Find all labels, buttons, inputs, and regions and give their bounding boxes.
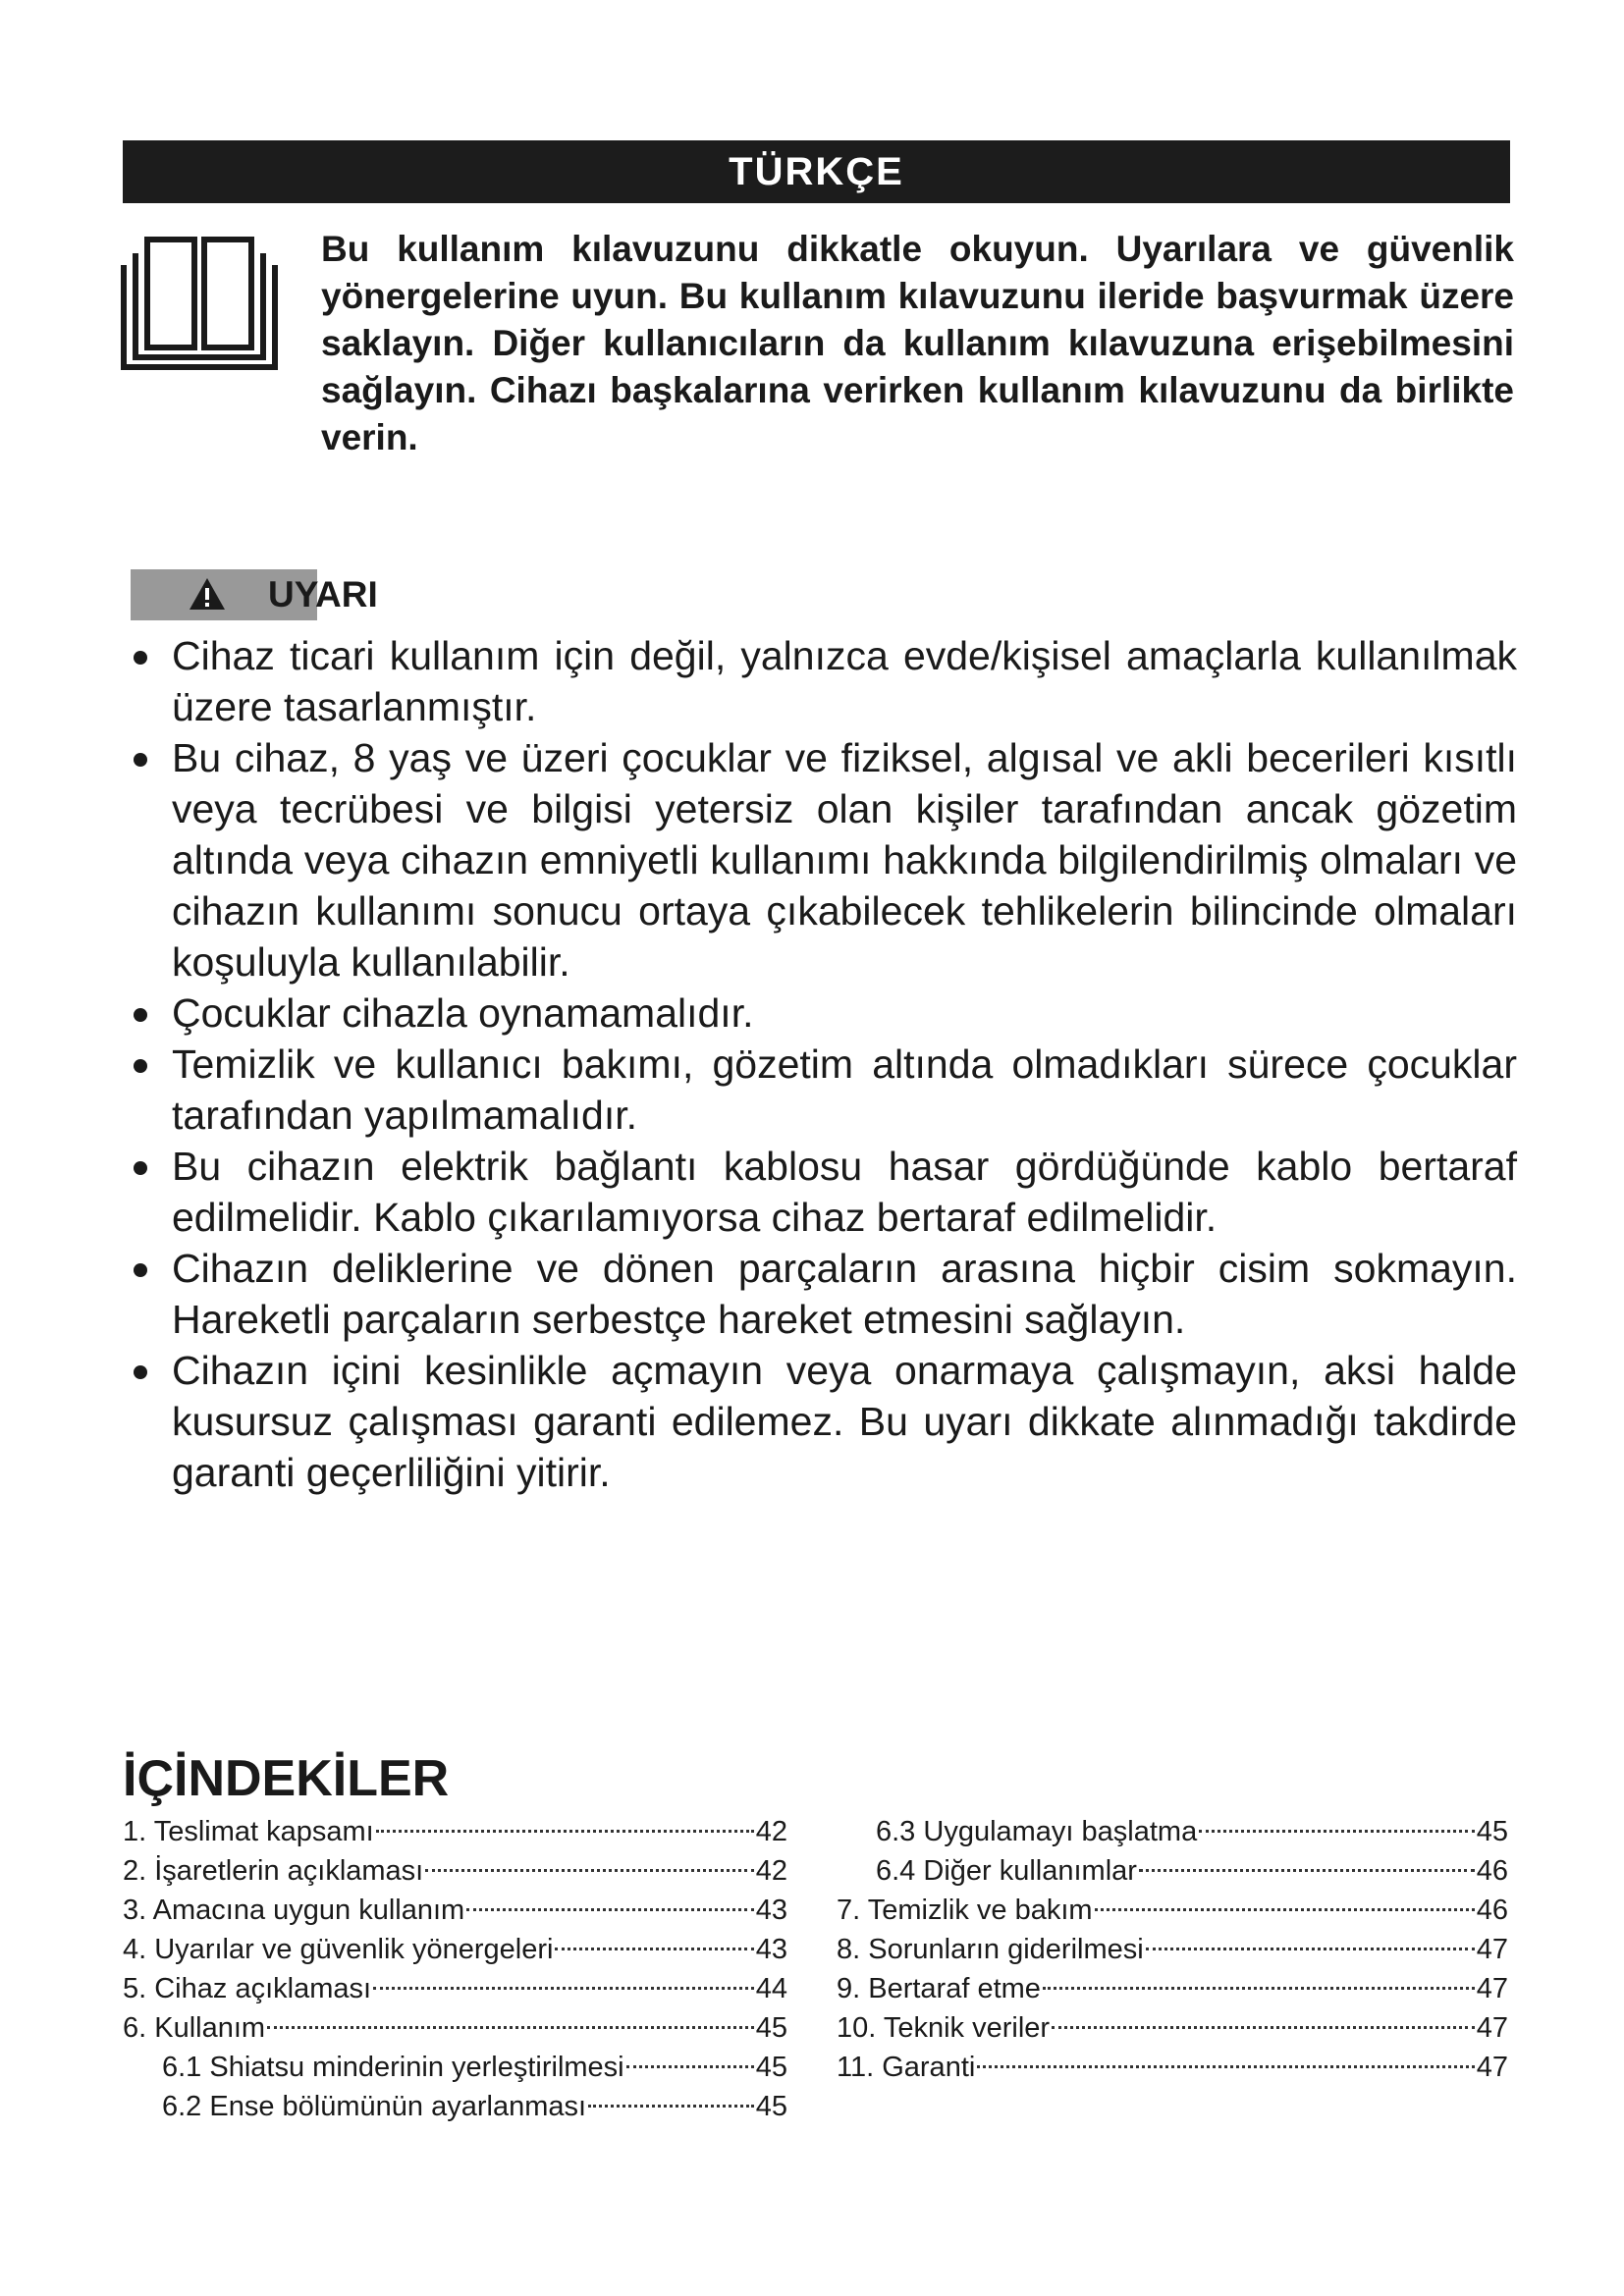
toc-entry-label: 7. Temizlik ve bakım (837, 1895, 1093, 1926)
toc-entry-page: 47 (1476, 2052, 1508, 2083)
toc-entry-label: 6.2 Ense bölümünün ayarlanması (162, 2091, 587, 2122)
toc-entry-page: 47 (1476, 1934, 1508, 1965)
warning-triangle-icon (188, 576, 227, 612)
toc-entry-page: 42 (755, 1816, 787, 1847)
toc-entry-page: 46 (1476, 1895, 1508, 1926)
toc-entry-label: 10. Teknik veriler (837, 2012, 1051, 2044)
toc-entry-page: 43 (755, 1934, 787, 1965)
open-book-icon (120, 236, 279, 373)
list-item: Temizlik ve kullanıcı bakımı, gözetim altında olmadıkları sürece çocuklar tarafından yapılmamalıdır. (123, 1039, 1517, 1141)
toc-entry-label: 5. Cihaz açıklaması (123, 1973, 372, 2004)
warning-heading (131, 569, 622, 620)
toc-entry (837, 1969, 1508, 2008)
toc-leader (466, 1908, 754, 1911)
toc-leader (1052, 2026, 1475, 2029)
toc-entry-label: 6.1 Shiatsu minderinin yerleştirilmesi (162, 2052, 624, 2083)
toc-entry-label: 3. Amacına uygun kullanım (123, 1895, 465, 1926)
toc-entry-page: 47 (1476, 1973, 1508, 2004)
toc-entry (123, 1969, 787, 2008)
toc-entry (123, 1851, 787, 1891)
toc-entry-label: 4. Uyarılar ve güvenlik yönergeleri (123, 1934, 554, 1965)
toc-leader (267, 2026, 754, 2029)
toc-entry (123, 1891, 787, 1930)
toc-entry-label: 11. Garanti (837, 2052, 976, 2083)
toc-entry-page: 45 (755, 2052, 787, 2083)
toc-leader (626, 2065, 754, 2068)
toc-entry-page: 45 (755, 2091, 787, 2122)
toc-entry (837, 1891, 1508, 1930)
toc-leader (1199, 1830, 1475, 1833)
toc-entry-page: 43 (755, 1895, 787, 1926)
toc-entry (837, 2048, 1508, 2087)
toc-leader (373, 1987, 754, 1990)
toc-left-column (123, 1812, 787, 2126)
toc-leader (1043, 1987, 1475, 1990)
toc-entry-page: 42 (755, 1855, 787, 1887)
toc-leader (425, 1869, 754, 1872)
toc-title: İÇİNDEKİLER (123, 1750, 450, 1807)
intro-text: Bu kullanım kılavuzunu dikkatle okuyun. Uyarılara ve güvenlik yönergelerine uyun. Bu kullanım kılavuzunu ileride başvurmak üzere saklayın. Diğer kullanıcıların da kullanım kılavuzuna erişebilmesini sağlayın. Cihazı başkalarına verirken kullanım kılavuzunu da birlikte verin. (321, 229, 1514, 457)
toc-leader (1146, 1948, 1475, 1950)
toc-entry (123, 1812, 787, 1851)
list-item: Cihaz ticari kullanım için değil, yalnızca evde/kişisel amaçlarla kullanılmak üzere tasarlanmıştır. (123, 630, 1517, 732)
toc-subentry (123, 2087, 787, 2126)
list-item: Bu cihazın elektrik bağlantı kablosu hasar gördüğünde kablo bertaraf edilmelidir. Kablo çıkarılamıyorsa cihaz bertaraf edilmelidir. (123, 1141, 1517, 1243)
toc-entry-label: 8. Sorunların giderilmesi (837, 1934, 1144, 1965)
toc-subentry (837, 1812, 1508, 1851)
toc-leader (555, 1948, 753, 1950)
toc-entry-page: 46 (1476, 1855, 1508, 1887)
toc-leader (588, 2105, 754, 2108)
toc-subentry (837, 1851, 1508, 1891)
list-item: Cihazın deliklerine ve dönen parçaların arasına hiçbir cisim sokmayın. Hareketli parçaların serbestçe hareket etmesini sağlayın. (123, 1243, 1517, 1345)
warning-list (123, 630, 1517, 1498)
list-item: Bu cihaz, 8 yaş ve üzeri çocuklar ve fiziksel, algısal ve akli becerileri kısıtlı veya tecrübesi ve bilgisi yetersiz olan kişiler tarafından ancak gözetim altında veya cihazın emniyetli kullanımı hakkında bilgilendirilmiş olmaları ve cihazın kullanımı sonucu ortaya çıkabilecek tehlikelerin bilincinde olmaları koşuluyla kullanılabilir. (123, 732, 1517, 988)
toc-leader (376, 1830, 754, 1833)
list-item: Cihazın içini kesinlikle açmayın veya onarmaya çalışmayın, aksi halde kusursuz çalışması garanti edilemez. Bu uyarı dikkate alınmadığı takdirde garanti geçerliliğini yitirir. (123, 1345, 1517, 1498)
toc-right-column (837, 1812, 1508, 2087)
toc-subentry (123, 2048, 787, 2087)
toc-entry (123, 2008, 787, 2048)
toc-entry (123, 1930, 787, 1969)
warning-label: UYARI (268, 574, 378, 614)
toc-leader (1095, 1908, 1475, 1911)
toc-leader (1139, 1869, 1475, 1872)
toc-entry-label: 6.4 Diğer kullanımlar (876, 1855, 1137, 1887)
toc-entry-label: 1. Teslimat kapsamı (123, 1816, 374, 1847)
language-header: TÜRKÇE (123, 140, 1510, 203)
toc-entry-page: 47 (1476, 2012, 1508, 2044)
toc-entry (837, 1930, 1508, 1969)
toc-entry-page: 45 (1476, 1816, 1508, 1847)
toc-entry (837, 2008, 1508, 2048)
list-item: Çocuklar cihazla oynamamalıdır. (123, 988, 1517, 1039)
toc-entry-label: 6.3 Uygulamayı başlatma (876, 1816, 1198, 1847)
toc-entry-page: 44 (755, 1973, 787, 2004)
toc-entry-page: 45 (755, 2012, 787, 2044)
toc-leader (977, 2065, 1474, 2068)
toc-entry-label: 6. Kullanım (123, 2012, 266, 2044)
toc-entry-label: 9. Bertaraf etme (837, 1973, 1041, 2004)
toc-entry-label: 2. İşaretlerin açıklaması (123, 1855, 424, 1887)
